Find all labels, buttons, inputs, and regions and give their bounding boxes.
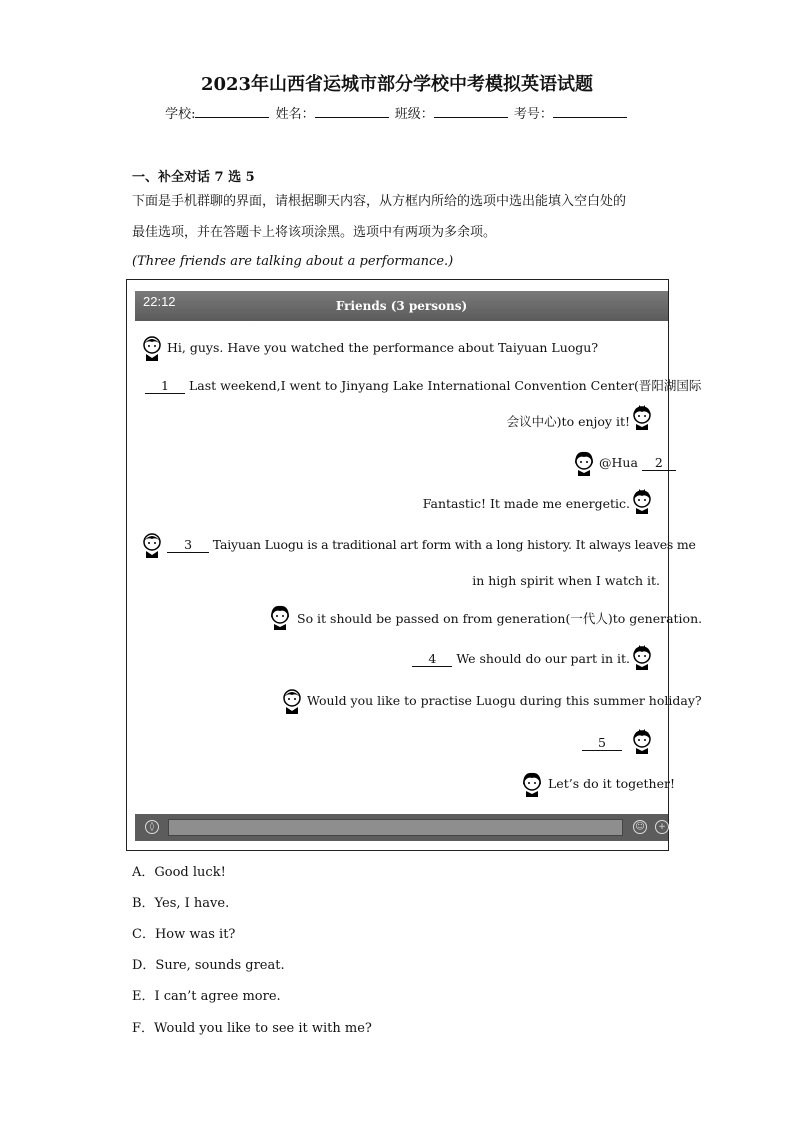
student-info-line — [0, 103, 794, 122]
chat-input-bar — [135, 814, 668, 841]
blank-4[interactable]: 4 — [412, 651, 452, 667]
message-2b: 会议中心)to enjoy it! — [506, 414, 630, 429]
message-7-text: We should do our part in it. — [456, 651, 630, 666]
chat-time: 22:12 — [143, 294, 176, 309]
option-d: D．Sure, sounds great. — [132, 958, 285, 973]
message-2a-text: Last weekend,I went to Jinyang Lake International Convention Center(晋阳湖国际 — [188, 378, 702, 393]
plus-icon[interactable]: + — [655, 820, 669, 834]
boy-avatar-icon — [141, 335, 163, 361]
chat-title-bar — [135, 291, 668, 321]
message-7 — [412, 651, 630, 667]
woman-avatar-icon — [269, 604, 291, 630]
girl-avatar-icon — [631, 728, 653, 754]
dialogue-intro — [132, 254, 453, 269]
voice-icon[interactable]: ◊ — [145, 820, 159, 834]
instruction-line-1: 下面是手机群聊的界面，请根据聊天内容，从方框内所给的选项中选出能填入空白处的 — [132, 194, 627, 209]
option-a: A．Good luck! — [132, 865, 226, 880]
boy-avatar-icon — [141, 532, 163, 558]
name-blank[interactable] — [315, 105, 389, 118]
blank-3[interactable]: 3 — [167, 537, 209, 553]
chat-input[interactable] — [168, 819, 623, 836]
intro-text: Three friends are talking about a performance. — [137, 254, 449, 269]
option-f: F．Would you like to see it with me? — [132, 1021, 372, 1036]
woman-avatar-icon — [573, 450, 595, 476]
option-e: E．I can’t agree more. — [132, 989, 281, 1004]
option-c: C．How was it? — [132, 927, 236, 942]
blank-2[interactable]: 2 — [642, 455, 676, 471]
girl-avatar-icon — [631, 644, 653, 670]
exam-no-label: 考号： — [513, 107, 553, 122]
emoji-icon[interactable]: ☺ — [633, 820, 647, 834]
girl-avatar-icon — [631, 404, 653, 430]
message-5a — [167, 537, 696, 553]
message-9 — [582, 735, 622, 751]
boy-avatar-icon — [281, 688, 303, 714]
name-label: 姓名： — [275, 107, 315, 122]
message-2a — [145, 376, 701, 394]
class-label: 班级： — [394, 107, 434, 122]
school-label: 学校: — [165, 107, 196, 122]
section-heading: 一、补全对话 7 选 5 — [132, 170, 255, 185]
message-3-text: @Hua — [599, 455, 638, 470]
page-title: 2023年山西省运城市部分学校中考模拟英语试题 — [200, 74, 594, 95]
class-blank[interactable] — [434, 105, 508, 118]
chat-group-name: Friends (3 persons) — [335, 299, 468, 313]
girl-avatar-icon — [631, 488, 653, 514]
message-10: Let’s do it together! — [548, 776, 675, 791]
instruction-line-2: 最佳选项，并在答题卡上将该项涂黑。选项中有两项为多余项。 — [132, 225, 497, 240]
message-1: Hi, guys. Have you watched the performance about Taiyuan Luogu? — [167, 340, 599, 355]
chat-screenshot — [126, 279, 703, 851]
intro-close-paren: ) — [448, 254, 454, 269]
blank-5[interactable]: 5 — [582, 735, 622, 751]
exam-no-blank[interactable] — [553, 105, 627, 118]
option-b: B．Yes, I have. — [132, 896, 230, 911]
message-3 — [599, 455, 676, 471]
school-blank[interactable] — [195, 105, 269, 118]
message-4: Fantastic! It made me energetic. — [422, 496, 630, 511]
intro-open-paren: ( — [132, 254, 138, 269]
message-6: So it should be passed on from generation(一代人)to generation. — [297, 611, 703, 626]
message-5b: in high spirit when I watch it. — [472, 573, 660, 588]
woman-avatar-icon — [521, 771, 543, 797]
message-8: Would you like to practise Luogu during this summer holiday? — [307, 693, 702, 708]
blank-1[interactable]: 1 — [145, 378, 185, 394]
message-5a-text: Taiyuan Luogu is a traditional art form with a long history. It always leaves me — [212, 537, 696, 552]
